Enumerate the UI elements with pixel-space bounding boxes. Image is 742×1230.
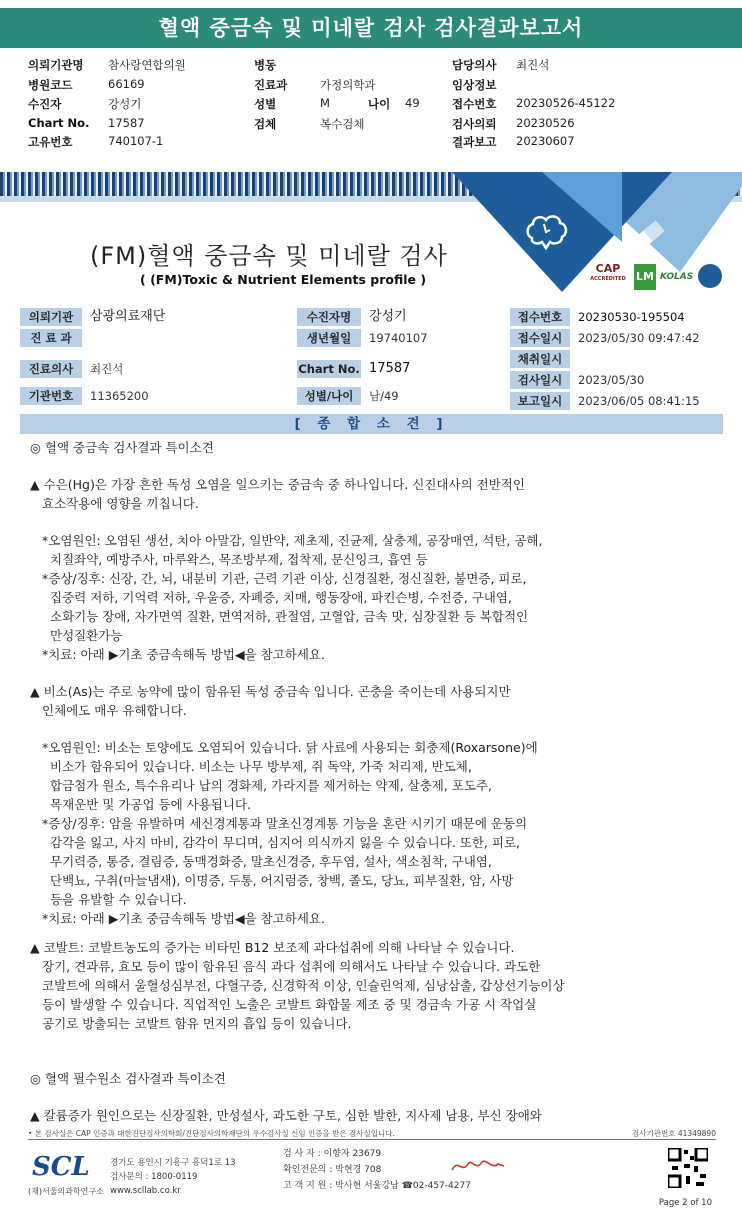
paragraph-line: ▲ 코발트: 코발트농도의 증가는 비타민 B12 보조제 과다섭취에 의해 나타날 수 있습니다. bbox=[30, 940, 515, 955]
info-label: 진료과 bbox=[254, 78, 288, 92]
row-value bbox=[82, 329, 297, 347]
detail-line: 비소가 함유되어 있습니다. 비소는 나무 방부제, 쥐 독약, 가죽 처리제, 반도체, bbox=[50, 759, 472, 774]
paragraph-line: 효소작용에 영향을 끼칩니다. bbox=[42, 496, 199, 511]
website-line: www.scllab.co.kr bbox=[110, 1186, 181, 1196]
paragraph-line: 인체에도 매우 유해합니다. bbox=[42, 703, 187, 718]
info-label: 수진자 bbox=[28, 97, 62, 111]
signatories bbox=[283, 1146, 471, 1194]
row-label: 채취일시 bbox=[510, 350, 570, 368]
table-row bbox=[20, 392, 723, 412]
info-label: 접수번호 bbox=[452, 97, 497, 111]
info-value: 66169 bbox=[108, 77, 145, 91]
row-label: 의뢰기관 bbox=[20, 308, 82, 326]
row-label: 진 료 과 bbox=[20, 329, 82, 347]
table-row bbox=[20, 329, 723, 349]
row-value: 2023/05/30 09:47:42 bbox=[578, 331, 700, 345]
section-heading: ◎ 혈액 필수원소 검사결과 특이소견 bbox=[30, 1071, 226, 1086]
summary-title: [ 종 합 소 견 ] bbox=[20, 414, 723, 434]
brain-icon bbox=[522, 210, 572, 254]
specialist-line: 확인전문의 : 박현경 708 bbox=[283, 1165, 382, 1175]
address-line: 경기도 용인시 기흥구 흥덕1로 13 bbox=[110, 1158, 236, 1168]
seal-logo bbox=[698, 264, 722, 288]
paragraph-line: 장기, 견과류, 효모 등이 많이 함유된 음식 과다 섭취에 의해서도 나타날 수 있습니다. 과도한 bbox=[42, 959, 541, 974]
paragraph-line: ▲ 비소(As)는 주로 농약에 많이 함유된 독성 중금속 입니다. 곤충을 죽이는데 사용되지만 bbox=[30, 684, 511, 699]
lab-address bbox=[110, 1156, 236, 1198]
request-info-grid bbox=[0, 55, 742, 155]
row-value: 남/49 bbox=[369, 389, 399, 403]
row-value: 19740107 bbox=[369, 331, 428, 345]
row-value: 최진석 bbox=[90, 362, 124, 376]
row-label: 수진자명 bbox=[297, 308, 361, 326]
detail-line: 목재운반 및 가공업 등에 사용됩니다. bbox=[50, 797, 251, 812]
paragraph-line: 코발트에 의해서 울혈성심부전, 다혈구증, 신경학적 이상, 인슐린억제, 심낭삼출, 갑상선기능이상 bbox=[42, 978, 565, 993]
detail-line: 소화기능 장애, 자가면역 질환, 면역저하, 관절염, 고혈압, 금속 맛, 심장질환 등 복합적인 bbox=[50, 609, 529, 624]
detail-line: *증상/징후: 암을 유발하며 세신경계통과 말초신경계통 기능을 혼란 시키기 때문에 운동의 bbox=[42, 816, 528, 831]
info-value: 가정의학과 bbox=[320, 78, 376, 92]
info-label: 의뢰기관명 bbox=[28, 58, 84, 72]
info-label: 검체 bbox=[254, 117, 277, 131]
paragraph-line: ▲ 칼륨증가 원인으로는 신장질환, 만성설사, 과도한 구토, 심한 발한, 지사제 남용, 부신 장애와 bbox=[30, 1108, 542, 1123]
row-value: 2023/05/30 bbox=[578, 373, 645, 387]
info-label: 성별 bbox=[254, 97, 277, 111]
detail-line: *증상/징후: 신장, 간, 뇌, 내분비 기관, 근력 기관 이상, 신경질환, 정신질환, 불면증, 피로, bbox=[42, 571, 527, 586]
info-value: 복수검체 bbox=[320, 117, 365, 131]
info-label: 결과보고 bbox=[452, 135, 497, 149]
footer-notice bbox=[28, 1128, 716, 1140]
kolas-logo: KOLAS bbox=[660, 272, 694, 282]
support-line: 고 객 지 원 : 박사현 서울강남 ☎02-457-4277 bbox=[283, 1181, 471, 1191]
detail-line: 치질좌약, 예방주사, 마루왁스, 목조방부제, 접착제, 문신잉크, 흡연 등 bbox=[50, 552, 428, 567]
row-label: 진료의사 bbox=[20, 360, 82, 378]
banner-subtitle: ( (FM)Toxic & Nutrient Elements profile ) bbox=[140, 272, 427, 287]
capsule-icon bbox=[628, 216, 668, 256]
info-value: 740107-1 bbox=[108, 134, 164, 148]
page-number: Page 2 of 10 bbox=[658, 1198, 712, 1208]
detail-line: *치료: 아래 ▶기초 중금속해독 방법◀을 참고하세요. bbox=[42, 647, 325, 662]
row-label: 기관번호 bbox=[20, 387, 82, 405]
detail-line: 단백뇨, 구취(마늘냄새), 이명증, 두통, 어지럼증, 창백, 졸도, 당뇨, 피부질환, 암, 사망 bbox=[50, 873, 514, 888]
info-value: 17587 bbox=[108, 116, 145, 130]
tester-line: 검 사 자 : 이향자 23679 bbox=[283, 1149, 382, 1159]
detail-line: *오염원인: 비소는 토양에도 오염되어 있습니다. 닭 사료에 사용되는 회충제(Roxarsone)에 bbox=[42, 740, 538, 755]
detail-line: 집중력 저하, 기억력 저하, 우울증, 자폐증, 치매, 행동장애, 파킨슨병, 수전증, 구내염, bbox=[50, 590, 512, 605]
info-value: 참사랑연합의원 bbox=[108, 58, 186, 72]
scl-logo: SCL bbox=[32, 1152, 90, 1182]
info-label: 임상정보 bbox=[452, 78, 497, 92]
row-value: 삼광의료재단 bbox=[90, 309, 166, 324]
row-label: 접수번호 bbox=[510, 308, 570, 326]
phone-line: 검사문의 : 1800-0119 bbox=[110, 1172, 198, 1182]
detail-line: 등을 유발할 수 있습니다. bbox=[50, 892, 187, 907]
info-label: Chart No. bbox=[28, 116, 90, 130]
detail-line: *오염원인: 오염된 생선, 치아 아말감, 일반약, 제초제, 진균제, 살충제, 공장매연, 석탄, 공해, bbox=[42, 533, 543, 548]
table-row bbox=[20, 308, 723, 328]
cap-logo: CAP ACCREDITED bbox=[590, 262, 626, 282]
lab-footer bbox=[28, 1142, 716, 1214]
row-value: 20230530-195504 bbox=[578, 310, 685, 324]
qr-code-icon bbox=[668, 1148, 708, 1188]
paragraph-line: 공기로 방출되는 코발트 함유 먼지의 흡입 등이 있습니다. bbox=[42, 1016, 352, 1031]
row-label: 생년월일 bbox=[297, 329, 361, 347]
row-label: 성별/나이 bbox=[297, 387, 361, 405]
paragraph-line: 등이 발생할 수 있습니다. 직업적인 노출은 코발트 화합물 제조 중 및 경금속 가공 시 작업실 bbox=[42, 997, 537, 1012]
info-value: 20230526 bbox=[516, 116, 575, 130]
info-label: 담당의사 bbox=[452, 58, 497, 72]
row-value: 강성기 bbox=[369, 309, 407, 324]
info-value: 20230607 bbox=[516, 134, 575, 148]
info-label: 병원코드 bbox=[28, 78, 73, 92]
row-label: 검사일시 bbox=[510, 371, 570, 389]
info-label: 병동 bbox=[254, 58, 277, 72]
info-value: 최진석 bbox=[516, 58, 550, 72]
lm-logo: LM bbox=[634, 264, 656, 290]
info-label: 고유번호 bbox=[28, 135, 73, 149]
row-label: 보고일시 bbox=[510, 392, 570, 410]
info-label: 검사의뢰 bbox=[452, 117, 497, 131]
scl-name: (재)서울의과학연구소 bbox=[28, 1187, 104, 1196]
info-value: 49 bbox=[405, 96, 420, 110]
info-value: M bbox=[320, 96, 330, 110]
detail-line: 무기력증, 통증, 결림증, 동맥경화증, 말초신경증, 후두염, 설사, 색소침착, 구내염, bbox=[50, 854, 492, 869]
row-value: 11365200 bbox=[90, 389, 149, 403]
accreditation-logos bbox=[588, 264, 728, 292]
paragraph-line: ▲ 수은(Hg)은 가장 흔한 독성 오염을 일으키는 중금속 중 하나입니다. 신진대사의 전반적인 bbox=[30, 477, 525, 492]
detail-line: 합금첨가 원소, 특수유리나 납의 경화제, 가라지를 제거하는 약제, 살충제, 포도주, bbox=[50, 778, 493, 793]
summary-body bbox=[30, 438, 720, 1125]
info-label: 나이 bbox=[368, 97, 391, 111]
banner-title: (FM)혈액 중금속 및 미네랄 검사 bbox=[90, 242, 448, 270]
info-value: 강성기 bbox=[108, 97, 142, 111]
section-heading: ◎ 혈액 중금속 검사결과 특이소견 bbox=[30, 440, 214, 455]
institution-number: 검사기관번호 41349890 bbox=[631, 1129, 716, 1138]
row-label: 접수일시 bbox=[510, 329, 570, 347]
detail-line: 감각을 잃고, 사지 마비, 감각이 무디며, 심지어 의식까지 잃을 수 있습니다. 또한, 피로, bbox=[50, 835, 520, 850]
accreditation-notice: • 본 검사실은 CAP 인증과 대한진단검사의학회/진단검사의학재단의 우수검사실 신임 인증을 받은 검사실입니다. bbox=[28, 1129, 395, 1138]
report-title-bar: 혈액 중금속 및 미네랄 검사 검사결과보고서 bbox=[0, 8, 742, 48]
test-banner bbox=[0, 202, 742, 302]
info-value: 20230526-45122 bbox=[516, 96, 616, 110]
handwritten-signature bbox=[448, 1154, 508, 1178]
detail-line: *치료: 아래 ▶기초 중금속해독 방법◀을 참고하세요. bbox=[42, 911, 325, 926]
row-label: Chart No. bbox=[298, 362, 360, 376]
detail-line: 만성질환가능 bbox=[50, 628, 123, 643]
row-value: 17587 bbox=[369, 361, 411, 376]
row-value: 2023/06/05 08:41:15 bbox=[578, 394, 700, 408]
